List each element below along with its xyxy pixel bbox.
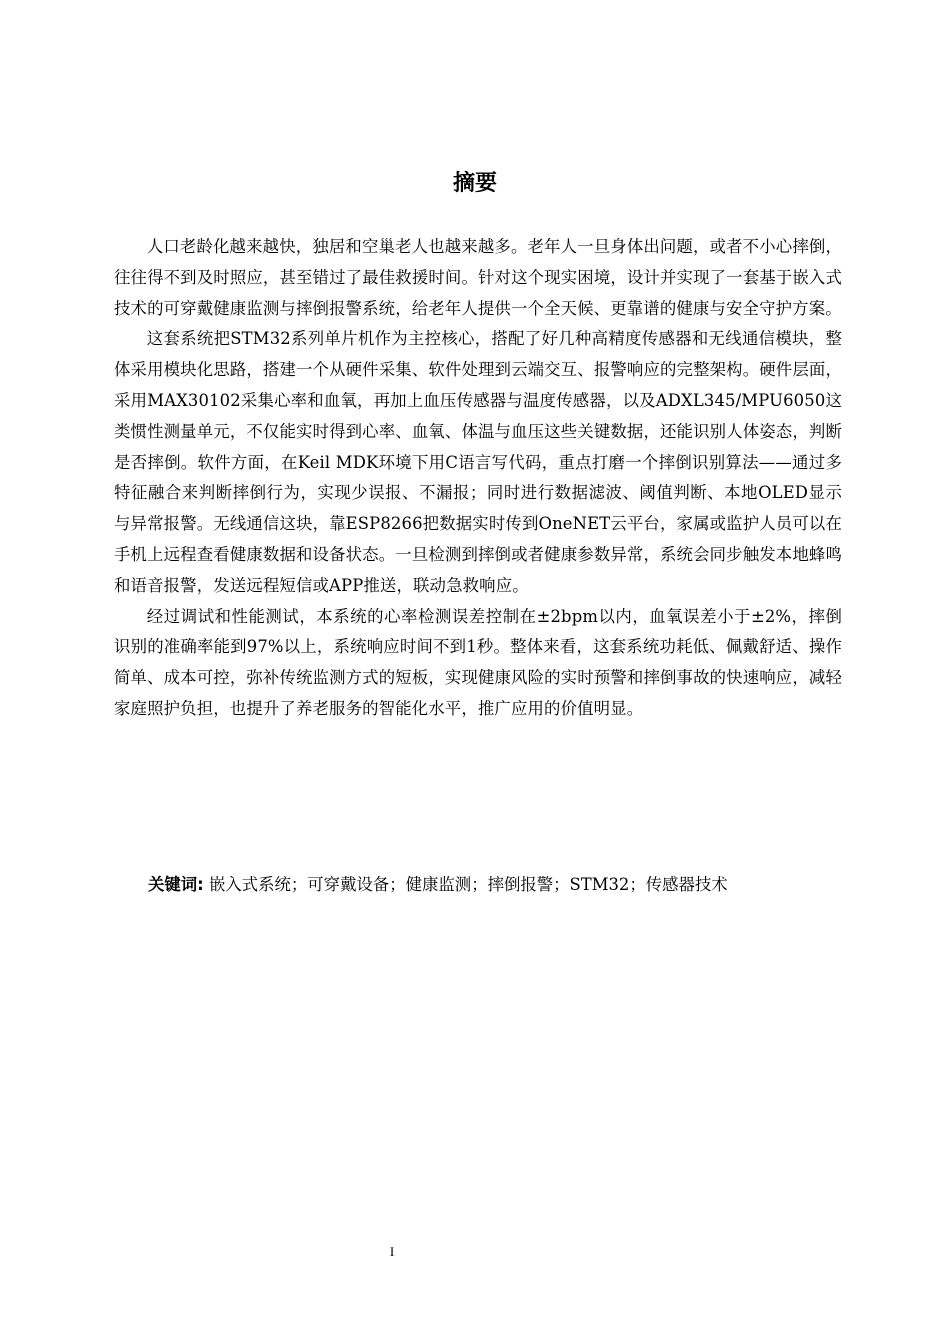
page-number: I <box>389 1244 395 1259</box>
abstract-body <box>114 232 842 725</box>
abstract-paragraph-1: 人口老龄化越来越快，独居和空巢老人也越来越多。老年人一旦身体出问题，或者不小心摔倒，往往得不到及时照应，甚至错过了最佳救援时间。针对这个现实困境，设计并实现了一套基于嵌入式技术的可穿戴健康监测与摔倒报警系统，给老年人提供一个全天候、更靠谱的健康与安全守护方案。 <box>114 237 842 318</box>
abstract-paragraph-2: 这套系统把STM32系列单片机作为主控核心，搭配了好几种高精度传感器和无线通信模块，整体采用模块化思路，搭建一个从硬件采集、软件处理到云端交互、报警响应的完整架构。硬件层面，采用MAX30102采集心率和血氧，再加上血压传感器与温度传感器，以及ADXL345/MPU6050这类惯性测量单元，不仅能实时得到心率、血氧、体温与血压这些关键数据，还能识别人体姿态，判断是否摔倒。软件方面，在Keil MDK环境下用C语言写代码，重点打磨一个摔倒识别算法——通过多特征融合来判断摔倒行为，实现少误报、不漏报；同时进行数据滤波、阈值判断、本地OLED显示与异常报警。无线通信这块，靠ESP8266把数据实时传到OneNET云平台，家属或监护人员可以在手机上远程查看健康数据和设备状态。一旦检测到摔倒或者健康参数异常，系统会同步触发本地蜂鸣和语音报警，发送远程短信或APP推送，联动急救响应。 <box>114 329 842 595</box>
keywords-label: 关键词: <box>148 875 204 894</box>
keywords-line <box>148 869 848 901</box>
keywords-list: 嵌入式系统；可穿戴设备；健康监测；摔倒报警；STM32；传感器技术 <box>208 875 728 894</box>
page-title: 摘要 <box>452 171 497 196</box>
abstract-paragraph-3: 经过调试和性能测试，本系统的心率检测误差控制在±2bpm以内，血氧误差小于±2%，摔倒识别的准确率能到97%以上，系统响应时间不到1秒。整体来看，这套系统功耗低、佩戴舒适、操作简单、成本可控，弥补传统监测方式的短板，实现健康风险的实时预警和摔倒事故的快速响应，减轻家庭照护负担，也提升了养老服务的智能化水平，推广应用的价值明显。 <box>114 606 842 718</box>
